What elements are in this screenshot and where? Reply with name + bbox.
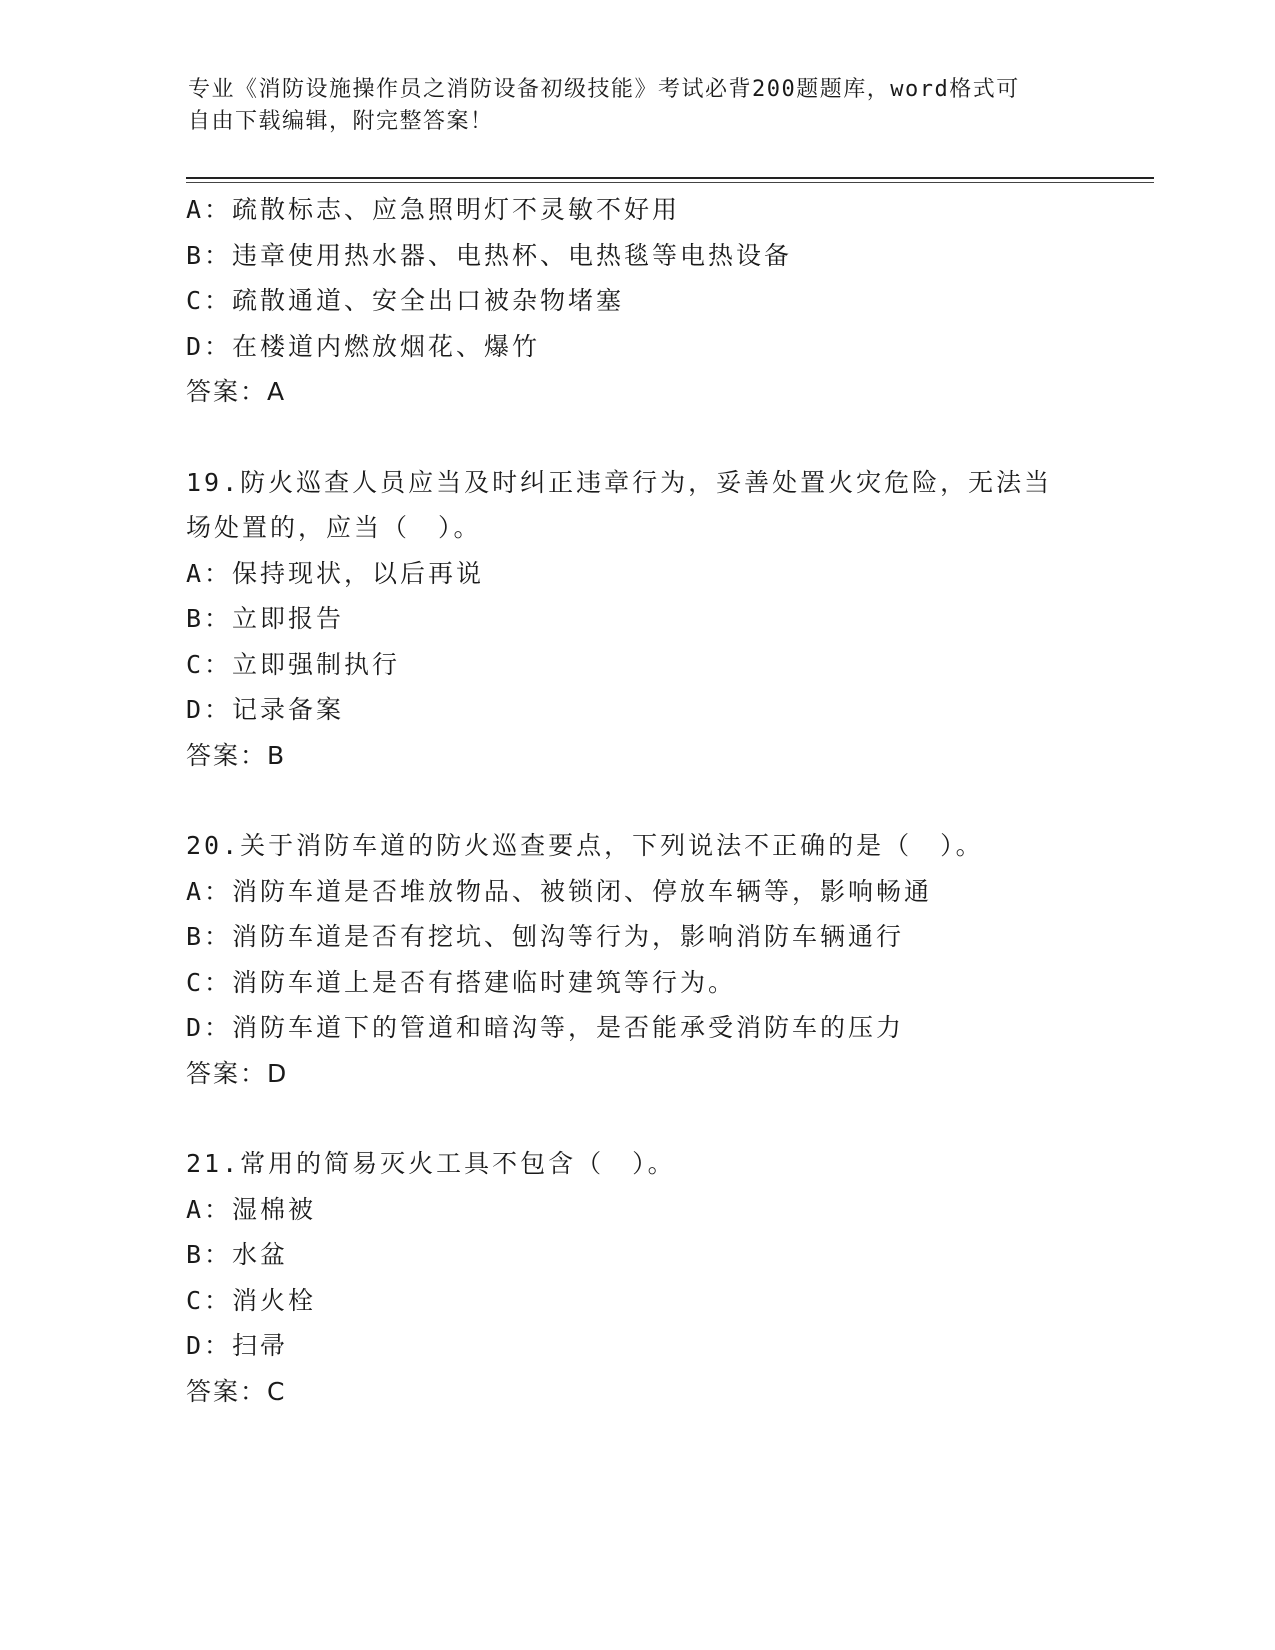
option-d: D：消防车道下的管道和暗沟等，是否能承受消防车的压力 xyxy=(186,1013,905,1042)
option-a: A：保持现状，以后再说 xyxy=(186,558,485,588)
spacer xyxy=(186,1096,1086,1141)
option-a: A：疏散标志、应急照明灯不灵敏不好用 xyxy=(186,195,681,224)
question-19-block xyxy=(186,460,1086,779)
option-b: B：立即报告 xyxy=(186,604,345,633)
option-a: A：消防车道是否堆放物品、被锁闭、停放车辆等，影响畅通 xyxy=(186,876,933,906)
option-d: D：扫帚 xyxy=(186,1331,289,1360)
question-stem: 19.防火巡查人员应当及时纠正违章行为，妥善处置火灾危险，无法当 xyxy=(186,467,1053,497)
question-list xyxy=(186,187,1086,1414)
option-b: B：违章使用热水器、电热杯、电热毯等电热设备 xyxy=(186,240,793,270)
header-divider xyxy=(186,177,1154,179)
option-c: C：疏散通道、安全出口被杂物堵塞 xyxy=(186,286,625,315)
document-header xyxy=(188,74,1068,138)
option-c: C：消火栓 xyxy=(186,1285,317,1315)
spacer xyxy=(186,778,1086,823)
option-a: A：湿棉被 xyxy=(186,1194,317,1224)
question-21-block xyxy=(186,1141,1086,1414)
answer-line: 答案：D xyxy=(186,1058,289,1088)
option-b: B：水盆 xyxy=(186,1240,289,1269)
option-d: D：在楼道内燃放烟花、爆竹 xyxy=(186,331,541,361)
question-stem-continued: 场处置的，应当（ ）。 xyxy=(186,513,482,542)
question-20-block xyxy=(186,823,1086,1096)
question-18-block xyxy=(186,187,1086,415)
header-line-2: 自由下载编辑，附完整答案！ xyxy=(188,109,494,134)
option-b: B：消防车道是否有挖坑、刨沟等行为，影响消防车辆通行 xyxy=(186,922,905,951)
header-divider-thin xyxy=(186,182,1154,183)
option-c: C：消防车道上是否有搭建临时建筑等行为。 xyxy=(186,967,737,997)
question-stem: 20.关于消防车道的防火巡查要点，下列说法不正确的是（ ）。 xyxy=(186,831,984,860)
answer-line: 答案：A xyxy=(186,377,287,406)
answer-line: 答案：C xyxy=(186,1376,287,1406)
question-stem: 21.常用的简易灭火工具不包含（ ）。 xyxy=(186,1149,676,1178)
header-line-1: 专业《消防设施操作员之消防设备初级技能》考试必背200题题库，word格式可 xyxy=(188,77,1020,102)
option-c: C：立即强制执行 xyxy=(186,649,401,679)
answer-line: 答案：B xyxy=(186,740,287,770)
option-d: D：记录备案 xyxy=(186,695,345,724)
spacer xyxy=(186,415,1086,460)
